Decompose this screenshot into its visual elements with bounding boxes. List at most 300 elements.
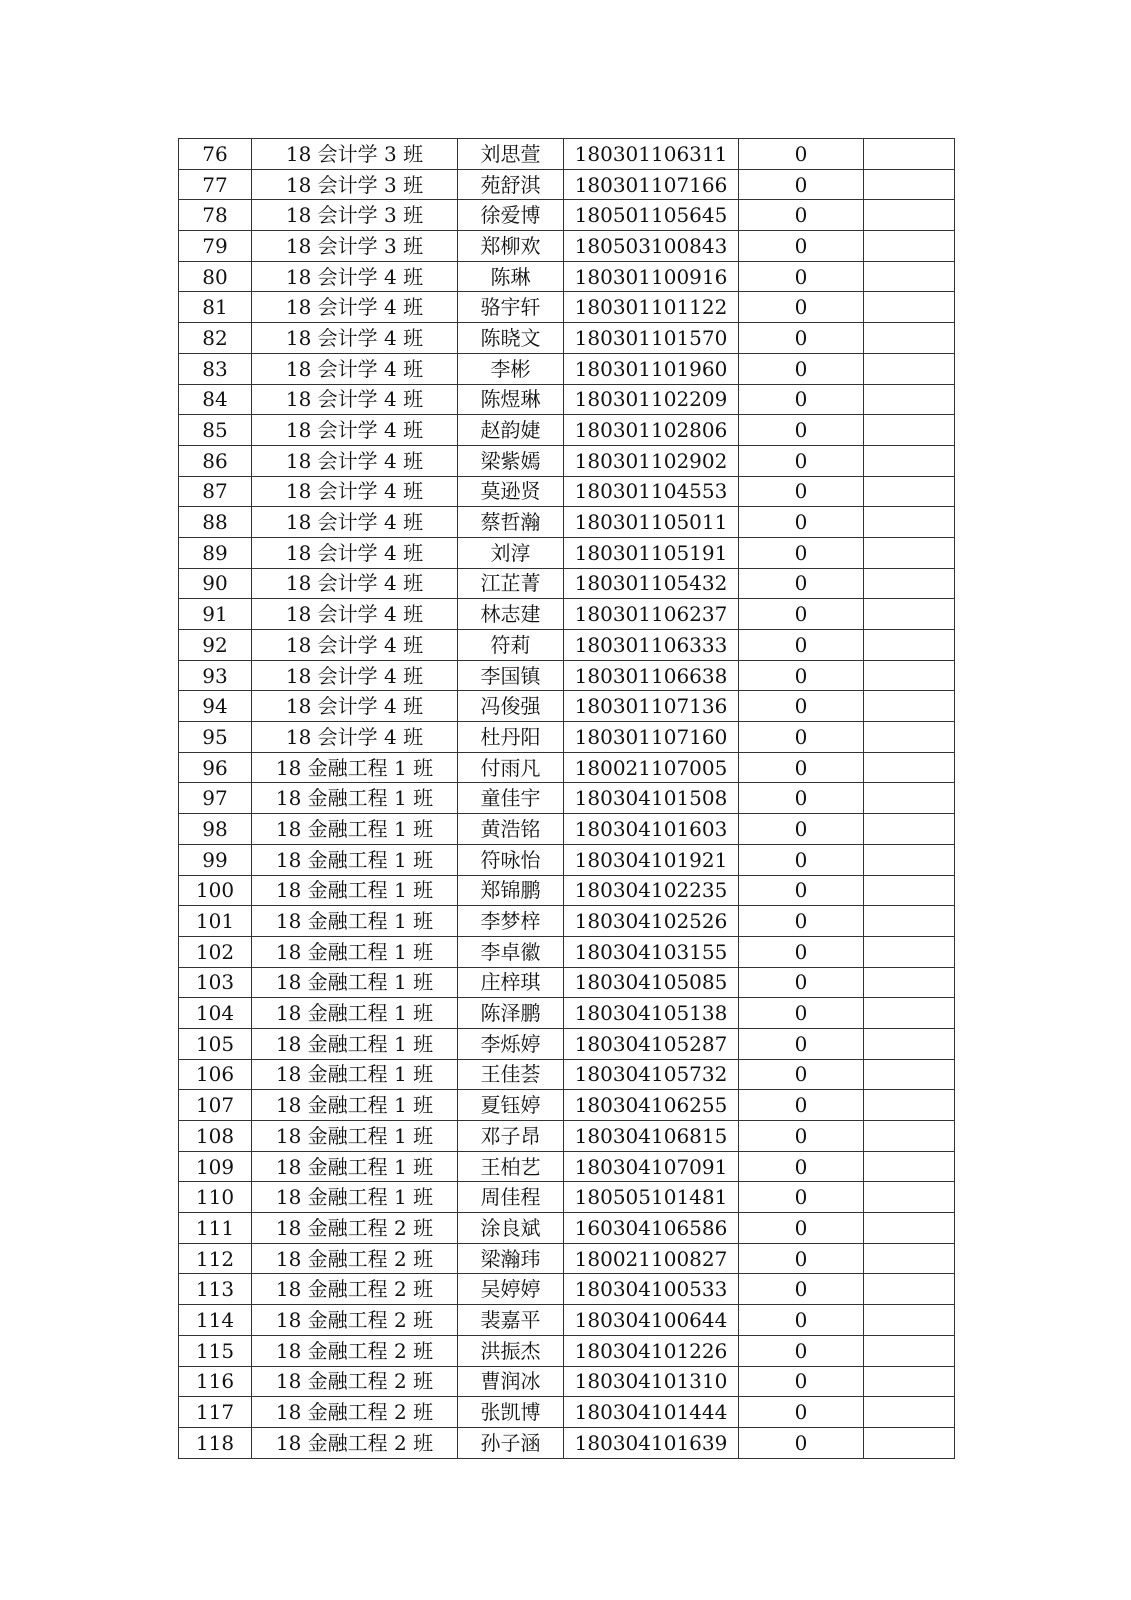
remarks-cell [864,630,955,661]
student-name-cell: 刘思萱 [458,139,564,170]
student-id-cell: 180301102209 [564,384,739,415]
student-id-cell: 180304101508 [564,783,739,814]
remarks-cell [864,660,955,691]
row-number-cell: 76 [179,139,252,170]
score-cell: 0 [739,292,864,323]
student-id-cell: 180301104553 [564,476,739,507]
score-cell: 0 [739,1274,864,1305]
student-name-cell: 林志建 [458,599,564,630]
table-row [179,1274,955,1305]
row-number-cell: 88 [179,507,252,538]
class-name-cell: 18 会计学 3 班 [252,139,458,170]
remarks-cell [864,1427,955,1458]
student-name-cell: 孙子涵 [458,1427,564,1458]
student-id-cell: 180301106333 [564,630,739,661]
row-number-cell: 95 [179,722,252,753]
student-id-cell: 180301107160 [564,722,739,753]
row-number-cell: 105 [179,1028,252,1059]
student-id-cell: 180505101481 [564,1182,739,1213]
remarks-cell [864,906,955,937]
class-name-cell: 18 金融工程 1 班 [252,936,458,967]
score-cell: 0 [739,1305,864,1336]
row-number-cell: 94 [179,691,252,722]
remarks-cell [864,1059,955,1090]
row-number-cell: 84 [179,384,252,415]
row-number-cell: 118 [179,1427,252,1458]
student-id-cell: 180304101639 [564,1427,739,1458]
class-name-cell: 18 金融工程 2 班 [252,1366,458,1397]
student-id-cell: 180301106638 [564,660,739,691]
row-number-cell: 115 [179,1335,252,1366]
row-number-cell: 102 [179,936,252,967]
student-name-cell: 陈煜琳 [458,384,564,415]
class-name-cell: 18 金融工程 2 班 [252,1274,458,1305]
row-number-cell: 91 [179,599,252,630]
remarks-cell [864,323,955,354]
class-name-cell: 18 会计学 4 班 [252,568,458,599]
row-number-cell: 82 [179,323,252,354]
class-name-cell: 18 会计学 4 班 [252,537,458,568]
student-id-cell: 180021100827 [564,1243,739,1274]
remarks-cell [864,139,955,170]
class-name-cell: 18 金融工程 1 班 [252,967,458,998]
row-number-cell: 100 [179,875,252,906]
table-row [179,139,955,170]
remarks-cell [864,1151,955,1182]
table-row [179,752,955,783]
score-cell: 0 [739,1028,864,1059]
row-number-cell: 77 [179,169,252,200]
score-cell: 0 [739,476,864,507]
remarks-cell [864,353,955,384]
student-name-cell: 杜丹阳 [458,722,564,753]
score-cell: 0 [739,200,864,231]
row-number-cell: 110 [179,1182,252,1213]
remarks-cell [864,292,955,323]
student-name-cell: 吴婷婷 [458,1274,564,1305]
table-row [179,445,955,476]
class-name-cell: 18 会计学 4 班 [252,261,458,292]
score-cell: 0 [739,1243,864,1274]
student-id-cell: 180304105287 [564,1028,739,1059]
remarks-cell [864,599,955,630]
remarks-cell [864,691,955,722]
student-name-cell: 陈泽鹏 [458,998,564,1029]
student-id-cell: 180021107005 [564,752,739,783]
remarks-cell [864,384,955,415]
table-row [179,1243,955,1274]
remarks-cell [864,231,955,262]
score-cell: 0 [739,783,864,814]
student-id-cell: 180301105011 [564,507,739,538]
student-name-cell: 张凯博 [458,1397,564,1428]
table-row [179,844,955,875]
class-name-cell: 18 会计学 4 班 [252,323,458,354]
row-number-cell: 107 [179,1090,252,1121]
student-id-cell: 180304105732 [564,1059,739,1090]
remarks-cell [864,1274,955,1305]
class-name-cell: 18 会计学 4 班 [252,445,458,476]
remarks-cell [864,814,955,845]
table-row [179,384,955,415]
row-number-cell: 111 [179,1213,252,1244]
student-name-cell: 梁瀚玮 [458,1243,564,1274]
row-number-cell: 117 [179,1397,252,1428]
table-row [179,783,955,814]
row-number-cell: 108 [179,1121,252,1152]
table-row [179,1335,955,1366]
student-id-cell: 180301102902 [564,445,739,476]
student-name-cell: 李梦梓 [458,906,564,937]
student-name-cell: 曹润冰 [458,1366,564,1397]
student-id-cell: 180301100916 [564,261,739,292]
table-row [179,1059,955,1090]
table-row [179,660,955,691]
table-row [179,169,955,200]
student-id-cell: 180301105432 [564,568,739,599]
score-cell: 0 [739,1121,864,1152]
table-row [179,507,955,538]
remarks-cell [864,967,955,998]
student-id-cell: 180301101960 [564,353,739,384]
student-name-cell: 洪振杰 [458,1335,564,1366]
score-cell: 0 [739,139,864,170]
class-name-cell: 18 金融工程 1 班 [252,1028,458,1059]
table-row [179,722,955,753]
row-number-cell: 86 [179,445,252,476]
student-name-cell: 冯俊强 [458,691,564,722]
student-name-cell: 王佳荟 [458,1059,564,1090]
class-name-cell: 18 金融工程 1 班 [252,783,458,814]
student-name-cell: 付雨凡 [458,752,564,783]
class-name-cell: 18 金融工程 1 班 [252,752,458,783]
score-cell: 0 [739,1090,864,1121]
student-id-cell: 180304103155 [564,936,739,967]
table-row [179,1305,955,1336]
table-row [179,998,955,1029]
student-name-cell: 郑柳欢 [458,231,564,262]
remarks-cell [864,1090,955,1121]
class-name-cell: 18 会计学 4 班 [252,384,458,415]
class-name-cell: 18 会计学 4 班 [252,722,458,753]
row-number-cell: 116 [179,1366,252,1397]
row-number-cell: 103 [179,967,252,998]
score-cell: 0 [739,1366,864,1397]
row-number-cell: 113 [179,1274,252,1305]
student-name-cell: 裴嘉平 [458,1305,564,1336]
score-cell: 0 [739,353,864,384]
table-row [179,476,955,507]
row-number-cell: 87 [179,476,252,507]
score-cell: 0 [739,967,864,998]
class-name-cell: 18 金融工程 2 班 [252,1305,458,1336]
table-row [179,1366,955,1397]
student-name-cell: 梁紫嫣 [458,445,564,476]
student-name-cell: 符咏怡 [458,844,564,875]
student-id-cell: 180304105138 [564,998,739,1029]
student-id-cell: 180304100533 [564,1274,739,1305]
student-name-cell: 蔡哲瀚 [458,507,564,538]
student-id-cell: 180503100843 [564,231,739,262]
table-row [179,261,955,292]
table-row [179,691,955,722]
class-name-cell: 18 会计学 4 班 [252,476,458,507]
score-cell: 0 [739,936,864,967]
remarks-cell [864,1243,955,1274]
score-cell: 0 [739,323,864,354]
score-cell: 0 [739,1151,864,1182]
score-cell: 0 [739,875,864,906]
remarks-cell [864,1182,955,1213]
student-id-cell: 180304101226 [564,1335,739,1366]
class-name-cell: 18 会计学 4 班 [252,660,458,691]
class-name-cell: 18 金融工程 1 班 [252,814,458,845]
remarks-cell [864,537,955,568]
student-name-cell: 赵韵婕 [458,415,564,446]
roster-body [179,139,955,1459]
row-number-cell: 99 [179,844,252,875]
table-row [179,231,955,262]
row-number-cell: 112 [179,1243,252,1274]
student-name-cell: 苑舒淇 [458,169,564,200]
class-name-cell: 18 金融工程 1 班 [252,844,458,875]
score-cell: 0 [739,998,864,1029]
row-number-cell: 104 [179,998,252,1029]
student-name-cell: 涂良斌 [458,1213,564,1244]
table-row [179,1151,955,1182]
table-row [179,415,955,446]
student-name-cell: 陈琳 [458,261,564,292]
score-cell: 0 [739,415,864,446]
score-cell: 0 [739,169,864,200]
row-number-cell: 92 [179,630,252,661]
row-number-cell: 78 [179,200,252,231]
remarks-cell [864,1335,955,1366]
student-id-cell: 180304105085 [564,967,739,998]
remarks-cell [864,415,955,446]
score-cell: 0 [739,537,864,568]
student-name-cell: 李彬 [458,353,564,384]
class-name-cell: 18 金融工程 2 班 [252,1213,458,1244]
remarks-cell [864,169,955,200]
student-name-cell: 庄梓琪 [458,967,564,998]
row-number-cell: 80 [179,261,252,292]
student-id-cell: 180501105645 [564,200,739,231]
student-name-cell: 黄浩铭 [458,814,564,845]
student-id-cell: 180304101921 [564,844,739,875]
class-name-cell: 18 会计学 4 班 [252,292,458,323]
remarks-cell [864,261,955,292]
score-cell: 0 [739,507,864,538]
remarks-cell [864,875,955,906]
row-number-cell: 89 [179,537,252,568]
student-id-cell: 180304106255 [564,1090,739,1121]
student-name-cell: 李烁婷 [458,1028,564,1059]
row-number-cell: 93 [179,660,252,691]
score-cell: 0 [739,906,864,937]
student-id-cell: 180304101310 [564,1366,739,1397]
student-name-cell: 刘淳 [458,537,564,568]
remarks-cell [864,752,955,783]
student-name-cell: 童佳宇 [458,783,564,814]
row-number-cell: 90 [179,568,252,599]
class-name-cell: 18 金融工程 2 班 [252,1243,458,1274]
remarks-cell [864,998,955,1029]
student-roster-table [178,138,955,1459]
score-cell: 0 [739,660,864,691]
remarks-cell [864,783,955,814]
student-name-cell: 江芷菁 [458,568,564,599]
remarks-cell [864,1366,955,1397]
remarks-cell [864,1028,955,1059]
remarks-cell [864,568,955,599]
student-id-cell: 180304101603 [564,814,739,845]
student-name-cell: 莫逊贤 [458,476,564,507]
class-name-cell: 18 金融工程 1 班 [252,1182,458,1213]
table-row [179,200,955,231]
class-name-cell: 18 金融工程 2 班 [252,1335,458,1366]
table-row [179,630,955,661]
table-row [179,1182,955,1213]
table-row [179,292,955,323]
student-id-cell: 180301106237 [564,599,739,630]
class-name-cell: 18 金融工程 2 班 [252,1397,458,1428]
remarks-cell [864,1397,955,1428]
student-name-cell: 李国镇 [458,660,564,691]
table-row [179,1397,955,1428]
table-row [179,537,955,568]
student-name-cell: 邓子昂 [458,1121,564,1152]
score-cell: 0 [739,599,864,630]
score-cell: 0 [739,1182,864,1213]
class-name-cell: 18 金融工程 1 班 [252,1090,458,1121]
score-cell: 0 [739,814,864,845]
table-row [179,875,955,906]
score-cell: 0 [739,722,864,753]
score-cell: 0 [739,1059,864,1090]
score-cell: 0 [739,1427,864,1458]
remarks-cell [864,936,955,967]
score-cell: 0 [739,1213,864,1244]
score-cell: 0 [739,384,864,415]
score-cell: 0 [739,752,864,783]
class-name-cell: 18 金融工程 2 班 [252,1427,458,1458]
student-id-cell: 180301102806 [564,415,739,446]
class-name-cell: 18 会计学 3 班 [252,169,458,200]
table-row [179,814,955,845]
student-id-cell: 180301107166 [564,169,739,200]
student-id-cell: 180304106815 [564,1121,739,1152]
row-number-cell: 79 [179,231,252,262]
score-cell: 0 [739,261,864,292]
score-cell: 0 [739,231,864,262]
score-cell: 0 [739,445,864,476]
row-number-cell: 96 [179,752,252,783]
student-id-cell: 180304102526 [564,906,739,937]
class-name-cell: 18 金融工程 1 班 [252,1151,458,1182]
row-number-cell: 98 [179,814,252,845]
row-number-cell: 85 [179,415,252,446]
row-number-cell: 83 [179,353,252,384]
table-row [179,1028,955,1059]
row-number-cell: 109 [179,1151,252,1182]
remarks-cell [864,1305,955,1336]
table-row [179,599,955,630]
student-name-cell: 李卓徽 [458,936,564,967]
class-name-cell: 18 会计学 3 班 [252,200,458,231]
student-name-cell: 骆宇轩 [458,292,564,323]
student-id-cell: 180304102235 [564,875,739,906]
student-id-cell: 160304106586 [564,1213,739,1244]
class-name-cell: 18 会计学 4 班 [252,415,458,446]
student-name-cell: 符莉 [458,630,564,661]
remarks-cell [864,844,955,875]
table-row [179,967,955,998]
score-cell: 0 [739,1335,864,1366]
class-name-cell: 18 会计学 4 班 [252,630,458,661]
student-id-cell: 180304107091 [564,1151,739,1182]
student-id-cell: 180301101570 [564,323,739,354]
class-name-cell: 18 金融工程 1 班 [252,998,458,1029]
class-name-cell: 18 会计学 4 班 [252,353,458,384]
score-cell: 0 [739,844,864,875]
student-id-cell: 180301107136 [564,691,739,722]
remarks-cell [864,476,955,507]
score-cell: 0 [739,691,864,722]
class-name-cell: 18 金融工程 1 班 [252,906,458,937]
remarks-cell [864,200,955,231]
score-cell: 0 [739,568,864,599]
table-row [179,568,955,599]
remarks-cell [864,1121,955,1152]
class-name-cell: 18 金融工程 1 班 [252,1121,458,1152]
student-name-cell: 王柏艺 [458,1151,564,1182]
class-name-cell: 18 会计学 4 班 [252,691,458,722]
row-number-cell: 114 [179,1305,252,1336]
student-id-cell: 180304101444 [564,1397,739,1428]
student-name-cell: 夏钰婷 [458,1090,564,1121]
student-name-cell: 陈晓文 [458,323,564,354]
remarks-cell [864,722,955,753]
row-number-cell: 81 [179,292,252,323]
table-row [179,1090,955,1121]
student-name-cell: 徐爱博 [458,200,564,231]
table-row [179,353,955,384]
score-cell: 0 [739,630,864,661]
table-row [179,1213,955,1244]
table-row [179,323,955,354]
table-row [179,936,955,967]
row-number-cell: 106 [179,1059,252,1090]
student-name-cell: 周佳程 [458,1182,564,1213]
table-row [179,1427,955,1458]
student-id-cell: 180304100644 [564,1305,739,1336]
class-name-cell: 18 金融工程 1 班 [252,1059,458,1090]
remarks-cell [864,507,955,538]
score-cell: 0 [739,1397,864,1428]
student-id-cell: 180301105191 [564,537,739,568]
table-row [179,906,955,937]
row-number-cell: 101 [179,906,252,937]
class-name-cell: 18 会计学 3 班 [252,231,458,262]
remarks-cell [864,445,955,476]
class-name-cell: 18 金融工程 1 班 [252,875,458,906]
class-name-cell: 18 会计学 4 班 [252,507,458,538]
table-row [179,1121,955,1152]
row-number-cell: 97 [179,783,252,814]
student-id-cell: 180301106311 [564,139,739,170]
remarks-cell [864,1213,955,1244]
